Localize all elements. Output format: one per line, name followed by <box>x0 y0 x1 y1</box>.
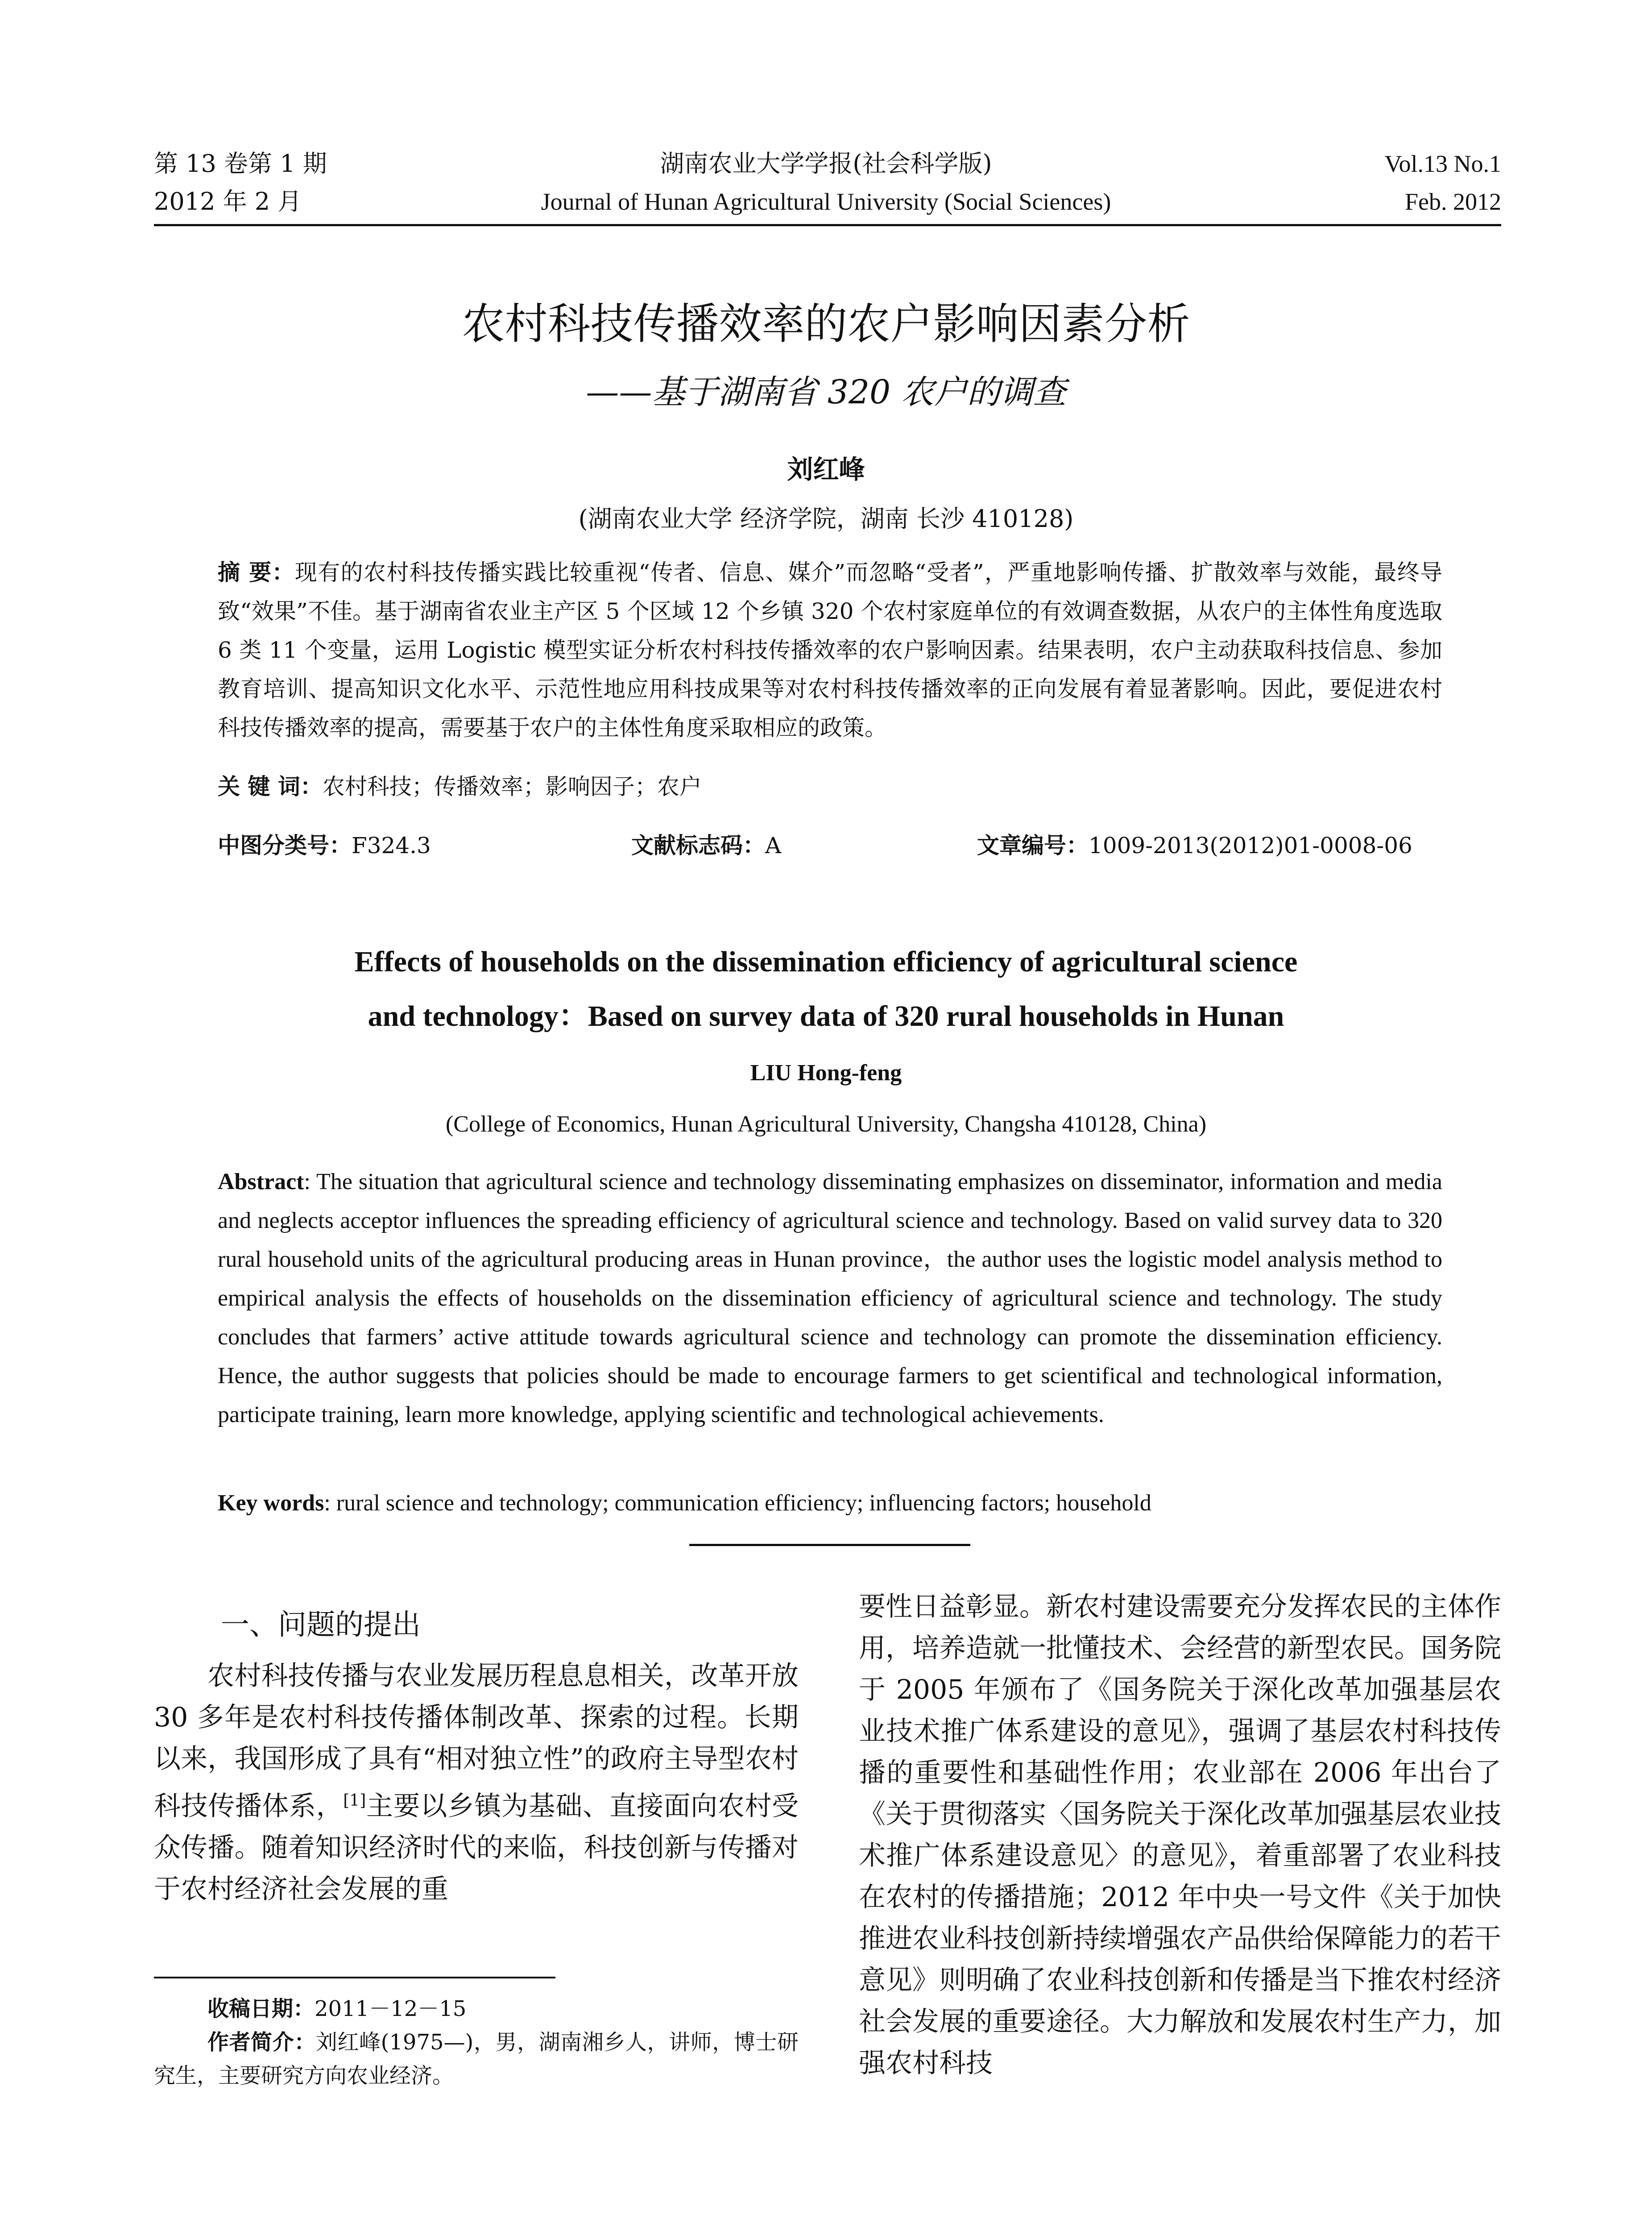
abstract-en <box>218 1162 1442 1434</box>
document-code-label: 文献标志码： <box>631 833 765 858</box>
received-value: 2011－12－15 <box>315 1996 467 2021</box>
affiliation-zh: (湖南农业大学 经济学院，湖南 长沙 410128) <box>578 505 1074 533</box>
journal-name-zh: 湖南农业大学学报(社会科学版) <box>660 149 992 178</box>
author-name-en: LIU Hong-feng <box>750 1060 902 1086</box>
article-title-en-line2: and technology：Based on survey data of 320 rural households in Hunan <box>368 1000 1284 1033</box>
clc-label: 中图分类号： <box>218 833 352 858</box>
abstract-zh-label: 摘 要： <box>218 560 295 585</box>
abstract-en-label: Abstract <box>218 1169 304 1194</box>
volume-issue-zh: 第 13 卷第 1 期 <box>154 149 327 178</box>
volume-issue-en: Vol.13 No.1 <box>1384 150 1501 177</box>
article-number-label: 文章编号： <box>977 833 1089 858</box>
keywords-en-label: Key words <box>218 1490 324 1516</box>
article-title-zh: 农村科技传播效率的农户影响因素分析 <box>462 299 1190 349</box>
bio-text: 刘红峰(1975—)，男，湖南湘乡人，讲师，博士研究生，主要研究方向农业经济。 <box>154 2030 799 2088</box>
footnote <box>154 1992 799 2093</box>
affiliation-en: (College of Economics, Hunan Agricultural University, Changsha 410128, China) <box>445 1111 1207 1137</box>
article-number-value: 1009-2013(2012)01-0008-06 <box>1089 833 1412 858</box>
clc-number <box>218 828 431 860</box>
bio-label: 作者简介： <box>207 2030 316 2055</box>
keywords-en <box>218 1484 1442 1522</box>
keywords-zh-text: 农村科技；传播效率；影响因子；农户 <box>322 774 702 800</box>
abstract-en-text: : The situation that agricultural science and technology disseminating emphasizes on disseminator, information and media and neglects acceptor influences the spreading efficiency of agricultural science and technology. Based on valid survey data to 320 rural household units of the agricultural producing areas in Hunan province，the author uses the logistic model analysis method to empirical analysis the effects of households on the dissemination efficiency of agricultural science and technology. The study concludes that farmers’ active attitude towards agricultural science and technology can promote the dissemination efficiency. Hence, the author suggests that policies should be made to encourage farmers to get scientifical and technological information, participate training, learn more knowledge, applying scientific and technological achievements. <box>218 1169 1442 1427</box>
body-column-right: 要性日益彰显。新农村建设需要充分发挥农民的主体作用，培养造就一批懂技术、会经营的新型农民。国务院于 2005 年颁布了《国务院关于深化改革加强基层农业技术推广体系建设的意见》，强调了基层农村科技传播的重要性和基础性作用；农业部在 2006 年出台了《关于贯彻落实〈国务院关于深化改革加强基层农业技术推广体系建设意见〉的意见》，着重部署了农业科技在农村的传播措施；2012 年中央一号文件《关于加快推进农业科技创新持续增强农产品供给保障能力的若干意见》则明确了农业科技创新和传播是当下推农村经济社会发展的重要途径。大力解放和发展农村生产力，加强农村科技 <box>859 1591 1501 2079</box>
section-heading: 一、问题的提出 <box>221 1609 421 1642</box>
footnote-rule <box>154 1977 555 1978</box>
author-name-zh: 刘红峰 <box>787 454 865 485</box>
date-en: Feb. 2012 <box>1405 188 1501 215</box>
citation: [1] <box>343 1791 366 1810</box>
received-date <box>154 1992 799 2026</box>
article-title-en-line1: Effects of households on the dissemination efficiency of agricultural science <box>354 945 1298 978</box>
body-column-left <box>154 1655 799 1910</box>
keywords-en-text: : rural science and technology; communication efficiency; influencing factors; household <box>324 1490 1151 1516</box>
date-zh: 2012 年 2 月 <box>154 187 302 216</box>
article-title-en <box>0 935 1652 1044</box>
abstract-zh <box>218 553 1442 747</box>
body-left-text-b: 主要以乡镇为基础、直接面向农村受众传播。随着知识经济时代的来临，科技创新与传播对于农村经济社会发展的重 <box>154 1791 799 1905</box>
journal-name-en: Journal of Hunan Agricultural University (Social Sciences) <box>541 188 1111 215</box>
received-label: 收稿日期： <box>207 1996 315 2021</box>
article-number <box>977 828 1412 860</box>
keywords-zh-label: 关 键 词： <box>218 774 323 800</box>
document-code <box>631 828 781 860</box>
author-bio <box>154 2026 799 2093</box>
header-rule <box>154 224 1501 226</box>
document-code-value: A <box>765 833 782 858</box>
article-subtitle-zh: ——基于湖南省 320 农户的调查 <box>586 373 1066 411</box>
clc-value: F324.3 <box>352 833 431 858</box>
keywords-zh <box>218 767 1442 806</box>
body-left-text-a: 农村科技传播与农业发展历程息息相关，改革开放 30 多年是农村科技传播体制改革、探索的过程。长期以来，我国形成了具有“相对独立性”的政府主导型农村科技传播体系， <box>154 1660 799 1822</box>
separator-rule <box>689 1544 970 1546</box>
abstract-zh-text: 现有的农村科技传播实践比较重视“传者、信息、媒介”而忽略“受者”，严重地影响传播、扩散效率与效能，最终导致“效果”不佳。基于湖南省农业主产区 5 个区域 12 个乡镇 320 个农村家庭单位的有效调查数据，从农户的主体性角度选取 6 类 11 个变量，运用 Logistic 模型实证分析农村科技传播效率的农户影响因素。结果表明，农户主动获取科技信息、参加教育培训、提高知识文化水平、示范性地应用科技成果等对农村科技传播效率的正向发展有着显著影响。因此，要促进农村科技传播效率的提高，需要基于农户的主体性角度采取相应的政策。 <box>218 560 1442 741</box>
